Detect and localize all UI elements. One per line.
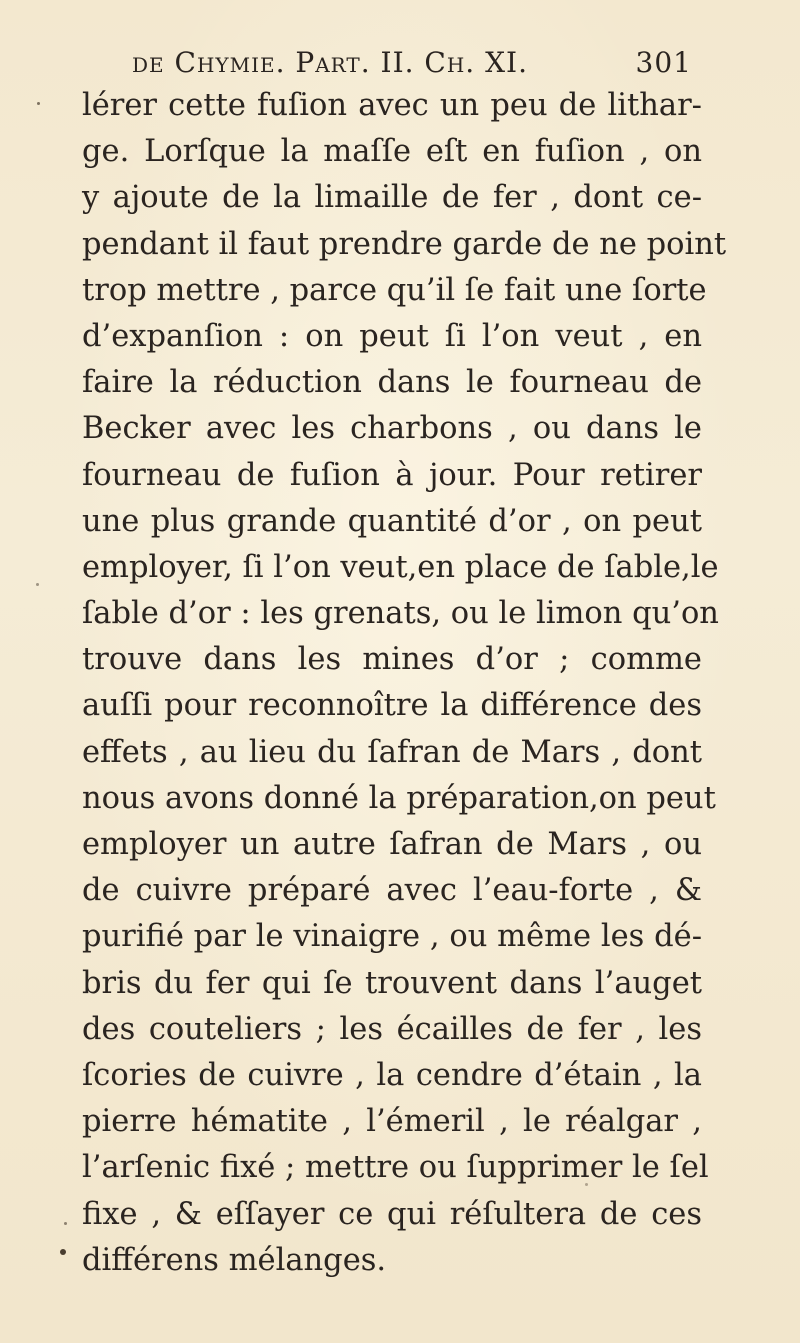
text-line: bris du fer qui ſe trouvent dans l’auget [82,965,702,1001]
text-line: différens mélanges. [82,1242,387,1278]
text-line: l’arſenic fixé ; mettre ou ſupprimer le ſel [82,1150,709,1186]
text-line: d’expanſion : on peut ſi l’on veut , en [82,318,702,354]
text-line: purifié par le vinaigre , ou même les dé- [82,919,702,955]
text-line: fourneau de fuſion à jour. Pour retirer [82,457,702,493]
text-line: pierre hématite , l’émeril , le réalgar , [82,1104,702,1140]
text-line: ſcories de cuivre , la cendre d’étain , la [82,1057,702,1093]
text-line: fixe , & eſſayer ce qui réſultera de ces [82,1196,702,1232]
text-line: employer un autre ſafran de Mars , ou [82,827,702,862]
body-text [82,83,727,1284]
paper-speck [64,1222,67,1225]
text-line: ge. Lorſque la maſſe eſt en fuſion , on [82,134,702,170]
paper-speck [585,1183,588,1186]
text-line: auſſi pour reconnoître la différence des [82,688,702,724]
paper-speck [60,1249,66,1255]
text-line: y ajoute de la limaille de fer , dont ce- [82,180,702,216]
running-head [132,46,692,86]
text-line: de cuivre préparé avec l’eau-forte , & [82,873,702,909]
paper-speck [37,102,40,105]
text-line: employer, ſi l’on veut,en place de ſable,le [82,549,719,585]
running-head-title: de Chymie. Part. II. Ch. XI. [132,46,528,79]
text-line: pendant il faut prendre garde de ne point [82,226,727,262]
text-line: faire la réduction dans le fourneau de [82,365,702,401]
page-number: 301 [635,46,692,79]
text-line: des couteliers ; les écailles de fer , les [82,1011,702,1047]
text-line: une plus grande quantité d’or , on peut [82,503,702,539]
text-line: trop mettre , parce qu’il ſe fait une ſorte [82,272,707,308]
text-line: Becker avec les charbons , ou dans le [82,411,702,447]
text-line: trouve dans les mines d’or ; comme [82,642,702,678]
text-line: lérer cette fuſion avec un peu de lithar- [82,88,702,123]
text-line: ſable d’or : les grenats, ou le limon qu’on [82,596,719,632]
text-line: nous avons donné la préparation,on peut [82,780,716,816]
text-line: effets , au lieu du ſafran de Mars , dont [82,734,702,770]
paper-speck [36,583,39,586]
